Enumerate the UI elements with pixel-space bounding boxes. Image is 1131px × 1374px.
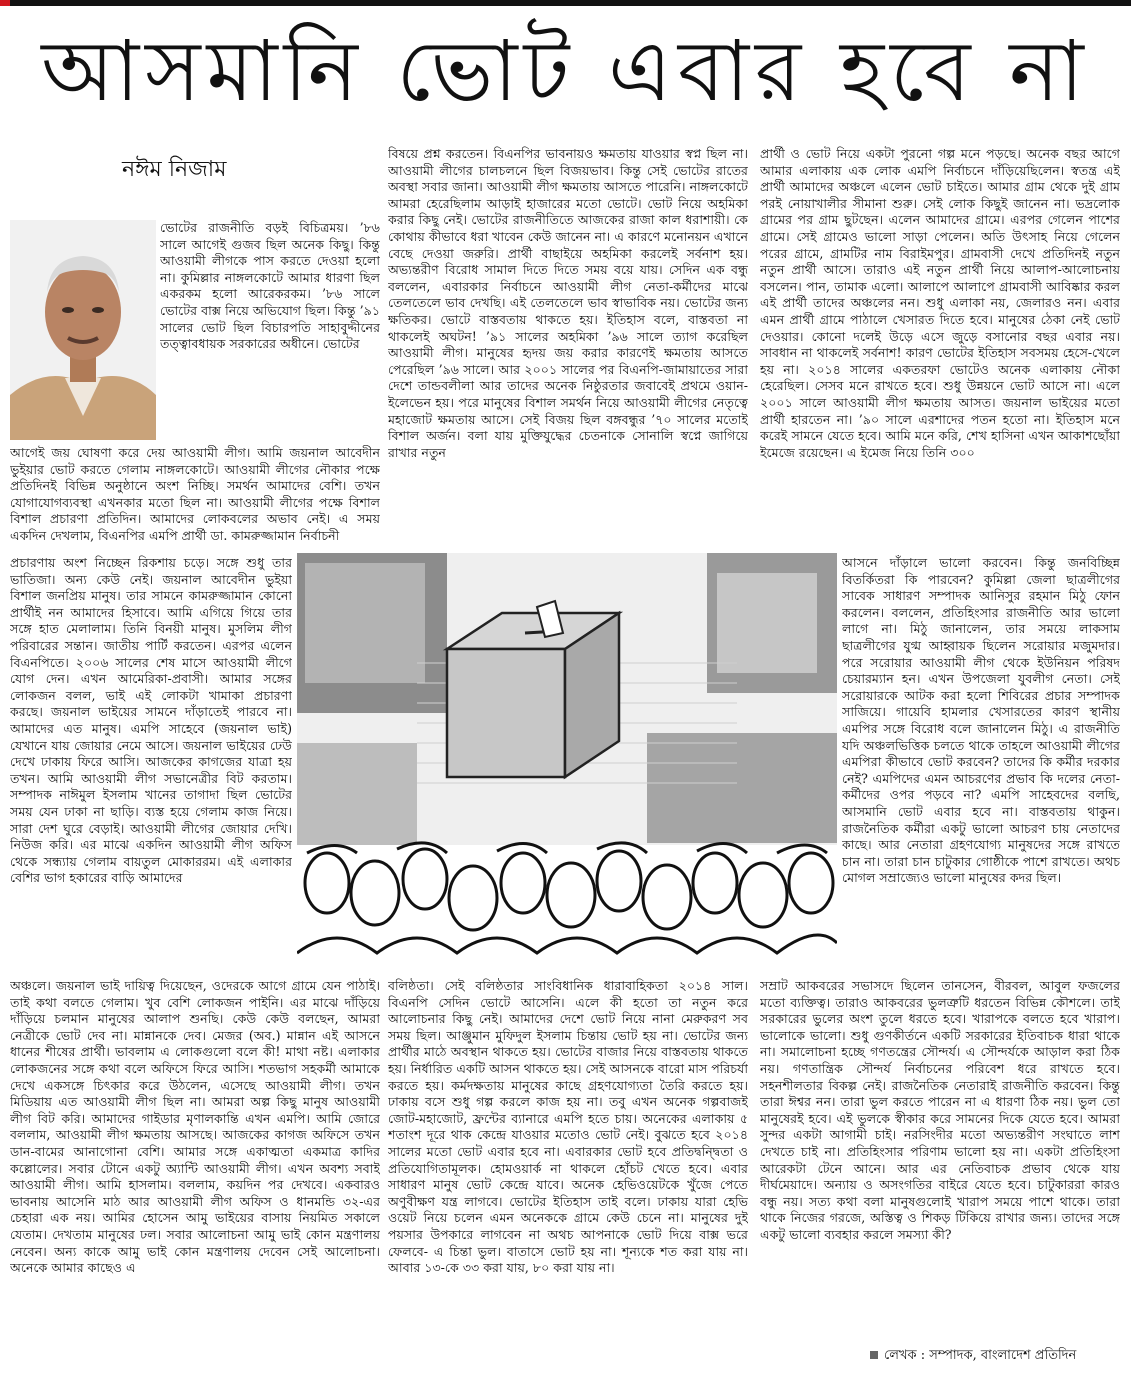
author-photo [10,220,156,440]
paragraph: বলিষ্ঠতা। সেই বলিষ্ঠতার সাংবিধানিক ধারাবাহিকতা ২০১৪ সাল। বিএনপি সেদিন ভোটে আসেনি। এলে কী হতো তা নতুন করে আলোচনার কিছু নেই। আমাদের দেশে ভোট নিয়ে নানা মেরুকরণ সব সময় ছিল। আঞ্জুমান মুফিদুল ইসলাম চিন্তায় ভোট হয় না। ভোটের জন্য প্রার্থীর মাঠে অবস্থান থাকতে হয়। ভোটের বাজার নিয়ে বাস্তবতায় থাকতে হয়। নির্ধারিত একটি আসন থাকতে হয়। সেই আসনকে বারো মাস পরিচর্যা করতে হয়। কর্মদক্ষতায় মানুষের কাছে গ্রহণযোগ্যতা তৈরি করতে হয়। ঢাকায় বসে শুধু গল্প করলে কাজ হয় না। তবু এখন অনেক গল্পবাজই জোট-মহাজোট, ফ্রন্টের ব্যানারে এমপি হতে চায়। অনেকের এলাকায় ৫ শতাংশ দূরে থাক কেন্দ্রে যাওয়ার মতোও ভোট নেই। বুঝতে হবে ২০১৪ সালের মতো ভোট এবার হবে না। এবারকার ভোট হবে প্রতিদ্বন্দ্বিতা ও প্রতিযোগিতামূলক। হোমওয়ার্ক না থাকলে হোঁচট খেতে হবে। এবার সাধারণ মানুষ ভোট কেন্দ্রে যাবে। অনেক হেভিওয়েটকে খুঁজে পেতে অণুবীক্ষণ যন্ত্র লাগবে। ভোটের ইতিহাস তাই বলে। ঢাকায় যারা হেভি ওয়েট নিয়ে চলেন এমন অনেককে গ্রামে কেউ চেনে না। মানুষের দুই পয়সার উপকারে লাগবেন না অথচ আপনাকে ভোট দিয়ে বাক্স ভরে ফেলবে- এ চিন্তা ভুল। বাতাসে ভোট হয় না। শূন্যকে শত করা যায় না। আবার ১৩-কে ৩৩ করা যায়, ৮০ করা যায় না। [388,978,748,1276]
column-1-bottom [10,978,380,1340]
author-credit [870,1346,1076,1367]
column-2-top [388,146,748,550]
paragraph: আসনে দাঁড়ালে ভালো করবেন। কিন্তু জনবিচ্ছিন্ন বিতর্কিতরা কি পারবেন? কুমিল্লা জেলা ছাত্রলীগের সাবেক সাধারণ সম্পাদক আনিসুর রহমান মিঠু ফোন করলেন। বললেন, প্রতিহিংসার রাজনীতি আর ভালো লাগে না। মিঠু জানালেন, তার সময়ে লাকসাম ছাত্রলীগের যুগ্ম আহ্বায়ক ছিলেন সরোয়ার মজুমদার। পরে সরোয়ার আওয়ামী লীগ থেকে ইউনিয়ন পরিষদ চেয়ারম্যান হন। এখন উপজেলা যুবলীগ নেতা। সেই সরোয়ারকে আটক করা হলো শিবিরের প্রচার সম্পাদক সাজিয়ে। গায়েবি হামলার খেসারতের কারণ স্থানীয় এমপির সঙ্গে বিরোধ বলে জানালেন মিঠু। এ রাজনীতি যদি অঞ্চলভিত্তিক চলতে থাকে তাহলে আওয়ামী লীগের এমপিরা কীভাবে ভোট করবেন? তাদের কি কর্মীর দরকার নেই? এমপিদের এমন আচরণের প্রভাব কি দলের নেতা-কর্মীদের ওপর পড়বে না? এমপি সাহেবদের বলছি, আসমানি ভোট এবার হবে না। বাস্তবতায় থাকুন। রাজনৈতিক কর্মীরা একটু ভালো আচরণ চায় নেতাদের কাছে। আর নেতারা গ্রহণযোগ্য মানুষদের সঙ্গে রাখতে চান না। তারা চান চাটুকার গোষ্ঠীকে পাশে রাখতে। অথচ মোগল সম্রাজ্যেও ভালো মানুষের কদর ছিল। [842,555,1120,886]
author-byline: নঈম নিজাম [122,157,227,182]
ballot-box-illustration [297,553,837,973]
column-3-narrow [842,555,1120,975]
paragraph: অঞ্চলে। জয়নাল ভাই দায়িত্ব দিয়েছেন, ওদেরকে আগে গ্রামে যেন পাঠাই। তাই কথা বলতে গেলাম। খুব বেশি লোকজন পাইনি। এর মাঝে দাঁড়িয়ে দাঁড়িয়ে চলমান মানুষের আলাপ শুনছি। কেউ কেউ বলছেন, আমরা নেত্রীকে ভোট দেব না। মান্নানকে দেব। মেজর (অব.) মান্নান এই আসনে ধানের শীষের প্রার্থী। ভাবলাম এ লোকগুলো বলে কী! মাথা নষ্ট। এলাকার লোকজনের সঙ্গে কথা বলে অফিসে ফিরে আসি। শতভাগ সহকর্মী আমাকে দেখে একসঙ্গে চিৎকার করে উঠলেন, এসেছে আওয়ামী লীগ। তখন মিডিয়ায় এত আওয়ামী লীগ ছিল না। আমরা অল্প কিছু মানুষ আওয়ামী লীগ বিট করি। আমাদের গাইডার মৃণালকান্তি এখন এমপি। আমি জোরে বললাম, আওয়ামী লীগ ক্ষমতায় আসছে। আজকের কাগজ অফিসে তখন ডান-বামের আনাগোনা বেশি। আমার সঙ্গে একাত্মতা একমাত্র কাদির কল্লোলের। সবার টোনে একটু অ্যান্টি আওয়ামী লীগ। এখন অবশ্য সবাই আওয়ামী লীগ। আমি হাসলাম। বললাম, কয়দিন পর দেখবে। একবারও ভাবনায় আসেনি মাঠ আর আওয়ামী লীগ অফিস ও ধানমন্ডি ৩২-এর চেহারা এক নয়। আমির হোসেন আমু ভাইয়ের বাসায় নিয়মিত সকালে যেতাম। দেখতাম মানুষের ঢল। সবার আলোচনা আমু ভাই কোন মন্ত্রণালয় নেবেন। অন্য কাকে আমু ভাই কোন মন্ত্রণালয় দেবেন সেই আলোচনা। অনেকে আমার কাছেও এ [10,978,380,1276]
headline: আসমানি ভোট এবার হবে না [41,22,1090,120]
paragraph: প্রার্থী ও ভোট নিয়ে একটা পুরনো গল্প মনে পড়ছে। অনেক বছর আগে আমার এলাকায় এক লোক এমপি নির্বাচনে দাঁড়িয়েছিলেন। স্বতন্ত্র এই প্রার্থী আমাদের অঞ্চলে এলেন ভোট চাইতে। আমার গ্রাম থেকে দুই গ্রাম পরই নোয়াখালীর সীমানা শুরু। সেই লোক কিছুই জানেন না। ভদ্রলোক গ্রামের পর গ্রাম ছুটছেন। এলেন আমাদের গ্রামে। এরপর গেলেন পাশের গ্রামে। সেই গ্রামেও ভালো সাড়া পেলেন। অতি উৎসাহ নিয়ে গেলেন পরের গ্রামে, গ্রামটির নাম বিরাইমপুর। গ্রামবাসী দেখে প্রতিদিনই নতুন নতুন প্রার্থী আসে। তারাও এই নতুন প্রার্থী নিয়ে আলাপ-আলোচনায় বসলেন। পান, তামাক এলো। আলাপে আলাপে গ্রামবাসী আবিষ্কার করল এই প্রার্থী তাদের অঞ্চলের নন। শুধু এলাকা নয়, জেলারও নন। এবার এমন প্রার্থী গ্রামে পাঠালে খেসারত দিতে হবে। মানুষের ঠেকা নেই ভোট দেওয়ার। কোনো দলেই উড়ে এসে জুড়ে বসানোর বছর এবার নয়। সাবধান না থাকলেই সর্বনাশ! কারণ ভোটের ইতিহাস সবসময় হেসে-খেলে হয় না। ২০১৪ সালের একতরফা ভোটেও অনেক এলাকায় নৌকা হেরেছিল। সেসব মনে রাখতে হবে। শুধু উন্নয়নে ভোট আসে না। এলে ২০০১ সালে আওয়ামী লীগ ক্ষমতায় আসত। জয়নাল ভাইয়ের মতো প্রার্থী হারতেন না। ’৯০ সালে এরশাদের পতন হতো না। ইতিহাস মনে করেই সামনে যেতে হবে। আমি মনে করি, শেখ হাসিনা এখন আকাশছোঁয়া ইমেজে রয়েছেন। এ ইমেজ নিয়ে তিনি ৩০০ [760,146,1120,460]
credit-text: লেখক : সম্পাদক, বাংলাদেশ প্রতিদিন [884,1348,1077,1363]
paragraph: সম্রাট আকবরের সভাসদে ছিলেন তানসেন, বীরবল, আবুল ফজলের মতো ব্যক্তিত্ব। তারাও আকবরের ভুলত্রুটি ধরতেন বিভিন্ন কৌশলে। তাই সরকারের ভুলের অংশ তুলে ধরতে হবে। খারাপকে বলতে হবে খারাপ। ভালোকে ভালো। শুধু গুণকীর্তনে একটি সরকারের ইতিবাচক ধারা থাকে না। সমালোচনা হচ্ছে গণতন্ত্রের সৌন্দর্য। এ সৌন্দর্যকে আড়াল করা ঠিক নয়। গণতান্ত্রিক সৌন্দর্য নির্বাচনের পরিবেশ ধরে রাখতে হবে। সহনশীলতার বিকল্প নেই। রাজনৈতিক নেতারাই রাজনীতি করবেন। কিন্তু তারা ঈশ্বর নন। তারা ভুল করতে পারেন না এ ধারণা ঠিক নয়। ভুল তো মানুষেরই হবে। এই ভুলকে স্বীকার করে সামনের দিকে যেতে হবে। আমরা সুন্দর একটা আগামী চাই। নরসিংদীর মতো অভ্যন্তরীণ সংঘাতে লাশ দেখতে চাই না। প্রতিহিংসার পরিণাম ভালো হয় না। একটা প্রতিহিংসা আরেকটা টেনে আনে। আর এর নেতিবাচক প্রভাব থেকে যায় দীর্ঘমেয়াদে। অন্যায় ও অসংগতির বাইরে যেতে হবে। চাটুকাররা কারও বন্ধু নয়। সত্য কথা বলা মানুষগুলোই খারাপ সময়ে পাশে থাকে। তারা থাকে নিজের গরজে, অস্তিত্ব ও শিকড় টিকিয়ে রাখার জন্য। তাদের সঙ্গে একটু ভালো ব্যবহার করলে সমস্যা কী? [760,978,1120,1242]
paragraph: প্রচারণায় অংশ নিচ্ছেন রিকশায় চড়ে। সঙ্গে শুধু তার ভাতিজা। অন্য কেউ নেই। জয়নাল আবেদীন ভুইয়া বিশাল জনপ্রিয় মানুষ। তার সামনে কামরুজ্জামান কোনো প্রার্থীই নন আমাদের হিসাবে। আমি এগিয়ে গিয়ে তার সঙ্গে হাত মেলালাম। তিনি বিনয়ী মানুষ। মুসলিম লীগ পরিবারের সন্তান। জাতীয় পার্টি করতেন। এরপর এলেন বিএনপিতে। ২০০৬ সালের শেষ মাসে আওয়ামী লীগে যোগ দেন। এখন আমেরিকা-প্রবাসী। আমার সঙ্গের লোকজন বলল, ভাই এই লোকটা খামাকা প্রচারণা করছে। জয়নাল ভাইয়ের সামনে দাঁড়াতেই পারবে না। আমাদের এত মানুষ। এমপি সাহেবে (জয়নাল ভাই) যেখানে যায় জোয়ার নেমে আসে। জয়নাল ভাইয়ের ঢেউ দেখে ঢাকায় ফিরে আসি। আজকের কাগজের যাত্রা হয় তখন। আমি আওয়ামী লীগ সভানেত্রীর বিট করতাম। সম্পাদক নাঈমুল ইসলাম খানের তাগাদা ছিল ভোটের সময় যেন ঢাকা না ছাড়ি। ব্যস্ত হয়ে গেলাম কাজ নিয়ে। সারা দেশ ঘুরে বেড়াই। আওয়ামী লীগের জোয়ার দেখি। নিউজ করি। এর মাঝে একদিন আওয়ামী লীগ অফিস থেকে সন্ধ্যায় গেলাম বায়তুল মোকাররম। এই এলাকার বেশির ভাগ হকারের বাড়ি আমাদের [10,555,292,886]
top-rule [0,0,1131,6]
bullet-square-icon [870,1351,878,1359]
column-1-main [10,445,380,553]
column-1-top [160,220,380,444]
paragraph: বিষয়ে প্রশ্ন করতেন। বিএনপির ভাবনায়ও ক্ষমতায় যাওয়ার স্বপ্ন ছিল না। আওয়ামী লীগের চালচলনে ছিল বিজয়ভাব। কিন্তু সেই ভোটের রাতের অবস্থা সবার জানা। আওয়ামী লীগ ক্ষমতায় আসতে পারেনি। নাঙ্গলকোটে আমরা হেরেছিলাম আড়াই হাজারের মতো ভোটে। ভোট নিয়ে অহমিকা করার কিছু নেই। ভোটের রাজনীতিতে আজকের রাজা কাল ধরাশায়ী। কে কোথায় কীভাবে ধরা খাবেন কেউ জানেন না। এ কারণে মনোনয়ন এখানে বেছে দেওয়া জরুরি। প্রার্থী বাছাইয়ে অহমিকা করলেই সর্বনাশ হয়। অভ্যন্তরীণ বিরোধ সামাল দিতে দিতে সময় বয়ে যায়। সেদিন এক বন্ধু বললেন, এবারকার নির্বাচনে আওয়ামী লীগ নেতা-কর্মীদের মাঝে তেলতেলে ভাব দেখছি। এই তেলতেলে ভাব স্বাভাবিক নয়। ভোটের জন্য ক্ষতিকর। ভোটে বাস্তবতায় থাকতে হয়। ইতিহাস বলে, বাস্তবতা না থাকলেই অঘটন! ’৯১ সালের অহমিকা ’৯৬ সালে ত্যাগ করেছিল আওয়ামী লীগ। মানুষের হৃদয় জয় করার কারণেই ক্ষমতায় আসতে পেরেছিল ’৯৬ সালে। আর ২০০১ সালের পর বিএনপি-জামায়াতের সারা দেশে তান্ডবলীলা আর তাদের অনেক নিষ্ঠুরতার জবাবেই প্রথমে ওয়ান-ইলেভেন হয়। পরে মানুষের বিশাল সমর্থন নিয়ে আওয়ামী লীগের নেতৃত্বে মহাজোট ক্ষমতায় আসে। সেই বিজয় ছিল বঙ্গবন্ধুর ’৭০ সালের মতোই বিশাল অর্জন। বলা যায় মুক্তিযুদ্ধের চেতনাকে সোনালি স্বপ্নে জাগিয়ে রাখার নতুন [388,146,748,460]
paragraph: ভোটের রাজনীতি বড়ই বিচিত্রময়। ’৮৬ সালে আগেই গুজব ছিল অনেক কিছু। কিন্তু আওয়ামী লীগকে পাস করতে দেওয়া হলো না। কুমিল্লার নাঙ্গলকোটে আমার ধারণা ছিল একরকম হলো আরেকরকম। ’৮৬ সালে ভোটের বাক্স নিয়ে অভিযোগ ছিল। কিন্তু ’৯১ সালের ভোট ছিল বিচারপতি সাহাবুদ্দীনের তত্ত্বাবধায়ক সরকারের অধীনে। ভোটের [160,220,380,352]
paragraph: আগেই জয় ঘোষণা করে দেয় আওয়ামী লীগ। আমি জয়নাল আবেদীন ভুইয়ার ভোট করতে গেলাম নাঙ্গলকোটে। আওয়ামী লীগের নৌকার পক্ষে প্রতিদিনই বিভিন্ন অনুষ্ঠানে অংশ নিচ্ছি। সমর্থন আমাদের বেশি। তখন যোগাযোগব্যবস্থা এখনকার মতো ছিল না। আওয়ামী লীগের পক্ষে বিশাল বিশাল প্রচারণা প্রতিদিন। আমাদের লোকবলের অভাব নেই। এ সময় একদিন দেখলাম, বিএনপির এমপি প্রার্থী ডা. কামরুজ্জামান নির্বাচনী [10,445,380,543]
column-1-narrow [10,555,292,975]
column-2-bottom [388,978,748,1340]
column-3-bottom [760,978,1120,1340]
column-3-top [760,146,1120,550]
